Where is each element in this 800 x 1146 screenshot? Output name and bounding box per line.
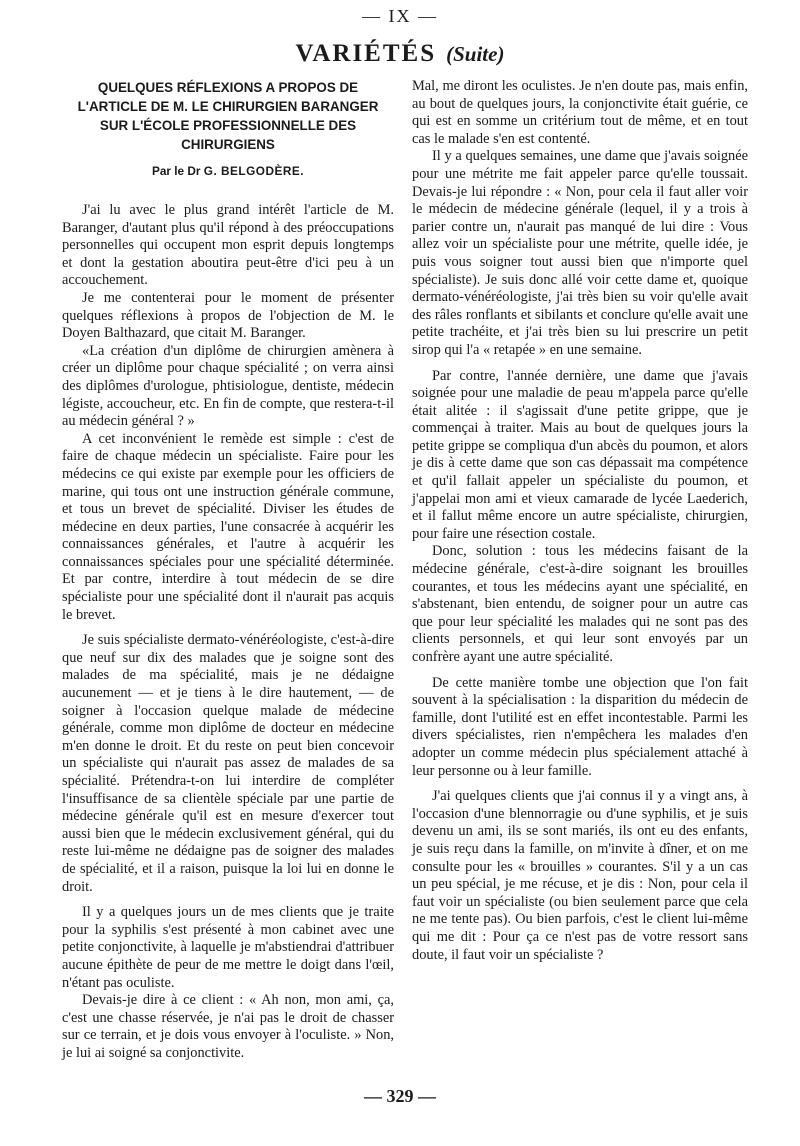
left-column	[62, 78, 394, 1063]
page-number: — 329 —	[364, 1086, 436, 1106]
section-title: VARIÉTÉS	[295, 40, 437, 67]
paragraph: Par contre, l'année dernière, une dame que j'avais soignée pour une maladie de peau m'appela parce qu'elle était alitée : il s'agissait d'une petite grippe, que je commençai à traiter. Mais au bout de quelques jours la petite grippe se compliqua d'un abcès du poumon, et alors je dis à cette dame que son cas dépassait ma compétence et qu'il fallait appeler un spécialiste du poumon, et j'appelai mon ami et vieux camarade de lycée Laederich, et il fallut même encore un autre spécialiste, chirurgien, pour faire une résection costale.	[412, 367, 748, 542]
byline	[62, 164, 394, 178]
article-title: QUELQUES RÉFLEXIONS A PROPOS DE L'ARTICLE DE M. LE CHIRURGIEN BARANGER SUR L'ÉCOLE PROFESSIONNELLE DES CHIRURGIENS	[77, 80, 379, 152]
section-heading	[0, 40, 800, 68]
right-text	[412, 78, 748, 964]
author-name: G. BELGODÈRE.	[203, 164, 305, 178]
paragraph: De cette manière tombe une objection que l'on fait souvent à la spécialisation : la disparition du médecin de famille, dont l'utilité est en effet incontestable. Parmi les divers spécialistes, rien n'empêchera les malades d'en adopter un comme médecin plus spécialement attaché à leur personne ou à leur famille.	[412, 674, 748, 779]
paragraph: Donc, solution : tous les médecins faisant de la médecine générale, c'est-à-dire soignant les brouilles courantes, et tous les médecins ayant une spécialité, en s'abstenant, bien entendu, de soigner pour un autre cas que pour leur spécialité les malades qui ne sont pas des clients personnels, et qui leur sont envoyés par un confrère ayant une autre spécialité.	[412, 543, 748, 665]
paragraph: Je me contenterai pour le moment de présenter quelques réflexions à propos de l'objection de M. le Doyen Balthazard, que citait M. Baranger.	[62, 289, 394, 342]
quotation-paragraph: «La création d'un diplôme de chirurgien amènera à créer un diplôme pour chaque spécialité ; on verra ainsi des diplômes d'urologue, phtisiologue, dentiste, médecin légiste, accoucheur, etc. En fin de compte, que restera-t-il au médecin général ? »	[62, 342, 394, 430]
paragraph: Je suis spécialiste dermato-vénéréologiste, c'est-à-dire que neuf sur dix des malades que je soigne sont des malades de ma spécialité, mais je ne dédaigne aucunement — et je tiens à le dire hautement, — de soigner à l'occasion quelque malade de médecine générale, comme mon diplôme de docteur en médecine m'en donne le droit. Et du reste on peut bien concevoir un spécialiste qui n'aurait pas assez de malades de sa spécialité. Prétendra-t-on lui interdire de compléter l'insuffisance de sa clientèle spéciale par une partie de médecine générale qu'il est en mesure d'exercer tout aussi bien que le médecin exclusivement général, qui du reste lui-même ne dédaigne pas de soigner des malades de spécialité, et il a raison, puisque la loi lui en donne le droit.	[62, 632, 394, 895]
paragraph: Il y a quelques semaines, une dame que j'avais soignée pour une métrite me fait appeler parce qu'elle toussait. Devais-je lui répondre : « Non, pour cela il faut aller voir le médecin de médecine générale (lequel, il y a trois à parier contre un, n'aurait pas manqué de lui dire : Vous allez voir un spécialiste pour une métrite, quelle idée, je puis vous soigner tout aussi bien que n'importe quel spécialiste). Je suis donc allé voir cette dame et, quoique dermato-vénéréologiste, j'ai très bien su voir qu'elle avait des râles ronflants et sibilants et conclure qu'elle avait une petite trachéite, et j'ai très bien su lui prescrire un petit sirop qui l'a « retapée » en une semaine.	[412, 148, 748, 358]
left-text	[62, 202, 394, 1063]
paragraph: Devais-je dire à ce client : « Ah non, mon ami, ça, c'est une chasse réservée, je n'ai pas le droit de chasser sur ce terrain, et je dois vous envoyer à l'oculiste. » Non, je lui ai soigné sa conjonctivite.	[62, 992, 394, 1061]
byline-prefix: Par le Dr	[151, 164, 201, 178]
paragraph: A cet inconvénient le remède est simple : c'est de faire de chaque médecin un spécialiste. Faire pour les médecins ce qui existe par exemple pour les officiers de marine, qui tous ont une instruction générale commune, et tous un brevet de spécialité. Diviser les études de médecine en deux parties, l'une consacrée à acquérir les connaissances générales, et l'autre à acquérir les connaissances spéciales pour une spécialité déterminée. Et par contre, interdire à tout médecin de se dire spécialiste pour une spécialité dont il n'aurait pas acquis le brevet.	[62, 430, 394, 623]
top-folio: — IX —	[362, 6, 438, 26]
right-column	[412, 78, 748, 964]
section-subtitle: (Suite)	[446, 42, 505, 66]
paragraph: J'ai quelques clients que j'ai connus il y a vingt ans, à l'occasion d'une blennorragie ou d'une syphilis, et je suis devenu un ami, ils se sont mariés, ils ont eu des enfants, je suis reçu dans la famille, on m'invite à dîner, et on me consulte pour les « brouilles » courantes. S'il y a un cas un peu spécial, je me récuse, et je dis : Non, pour cela il faut voir un spécialiste (ou bien seulement parce que cela ne me tente pas). Ou bien parfois, c'est le client lui-même qui me dit : Pour ça ce n'est pas de votre ressort sans doute, il faut voir un spécialiste ?	[412, 788, 748, 963]
paragraph: Mal, me diront les oculistes. Je n'en doute pas, mais enfin, au bout de quelques jours, la conjonctivite était guérie, ce qui est en somme un critérium tout de même, et en tout cas le malade s'en est contenté.	[412, 78, 748, 147]
paragraph: J'ai lu avec le plus grand intérêt l'article de M. Baranger, d'autant plus qu'il répond à des préoccupations personnelles qui occupent mon esprit depuis longtemps et dont la gestation aboutira peut-être d'ici peu à un accouchement.	[62, 202, 394, 289]
paragraph: Il y a quelques jours un de mes clients que je traite pour la syphilis s'est présenté à mon cabinet avec une petite conjonctivite, à laquelle je m'abstiendrai d'attribuer aucune épithète de peur de me mettre le doigt dans l'œil, n'étant pas oculiste.	[62, 904, 394, 991]
